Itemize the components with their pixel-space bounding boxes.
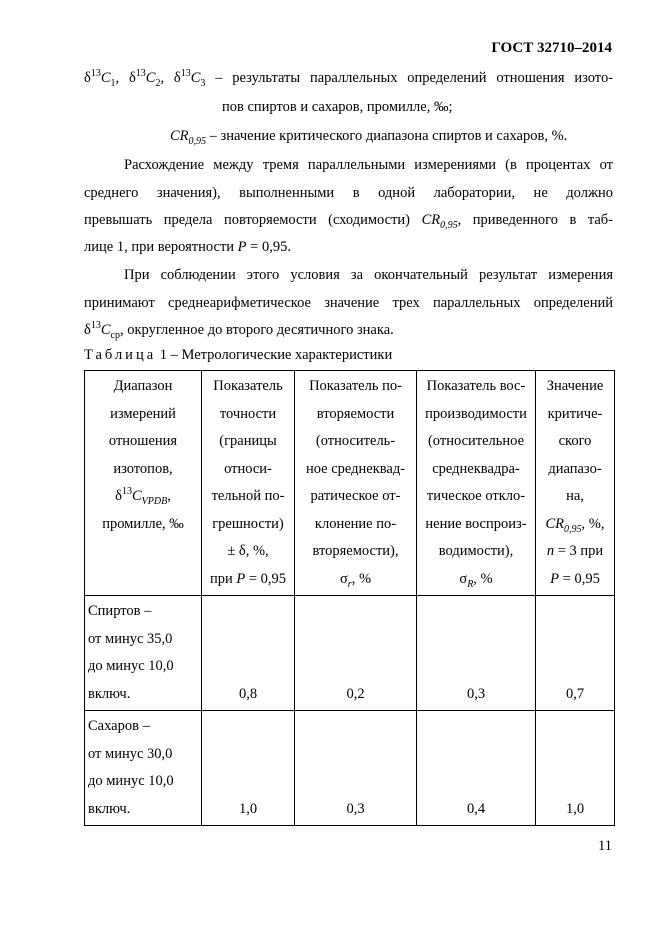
delta-c2-symbol: $\delta^{13}C_2$, <box>128 68 165 89</box>
delta-c-mean-symbol: $\delta^{13}C_{ср}$ <box>84 320 120 341</box>
table-caption <box>84 347 392 364</box>
table-cell-value: 0,2 <box>295 596 417 711</box>
delta-c3-symbol: $\delta^{13}C_3$ <box>173 68 206 89</box>
table-cell-value: 1,0 <box>536 711 615 826</box>
table-cell-value: 0,3 <box>417 596 536 711</box>
header-accuracy: Показатель точности (границы относи- тельной по- грешности) ± δ, %, при P = 0,95 <box>202 371 295 596</box>
header-repeatability: Показатель по- вторяемости (относитель- ное среднеквад- ратическое от- клонение по- вторяемости), $\sigma_r$, % <box>295 371 417 596</box>
table-caption-number: 1 <box>159 347 168 363</box>
table-cell-value: 1,0 <box>202 711 295 826</box>
metrological-characteristics-table <box>84 370 615 826</box>
table-caption-title: – Метрологические характеристики <box>170 347 393 363</box>
paragraph-1-line-4: лице 1, при вероятности P = 0,95. <box>84 239 291 255</box>
paragraph-2-line-1: При соблюдении этого условия за окончательный результат измерения <box>124 267 613 283</box>
header-critical-range: Значение критиче- ского диапазо- на, $CR_{0,95}$, %, n = 3 при P = 0,95 <box>536 371 615 596</box>
row-label-alcohols: Спиртов – от минус 35,0 до минус 10,0 включ. <box>85 596 202 711</box>
row-label-sugars: Сахаров – от минус 30,0 до минус 10,0 включ. <box>85 711 202 826</box>
paragraph-1-line-3: превышать предела повторяемости (сходимости) $CR_{0,95}$, приведенного в таб- <box>84 212 614 231</box>
paragraph-1-line-2: среднего значения), выполненными в одной лаборатории, не должно <box>84 185 613 201</box>
delta-c1-symbol: $\delta^{13}C_1$, <box>84 68 120 89</box>
legend-line-2: пов спиртов и сахаров, промилле, ‰; <box>222 99 453 115</box>
table-row <box>85 596 615 711</box>
table-row <box>85 711 615 826</box>
legend-cr-line: $CR_{0,95}$ – значение критического диапазона спиртов и сахаров, %. <box>170 128 568 147</box>
table-caption-label: Таблица <box>84 347 157 363</box>
table-header-row <box>85 371 615 596</box>
table-cell-value: 0,4 <box>417 711 536 826</box>
legend-line-1-text: – результаты параллельных определений отношения изото- <box>215 70 614 86</box>
delta-c-vpdb-symbol: $\delta^{13}C_{VPDB}$, <box>115 486 171 507</box>
header-reproducibility: Показатель вос- производимости (относительное среднеквадра- тическое откло- нение воспроиз- водимости), $\sigma_R$, % <box>417 371 536 596</box>
header-measurement-range: Диапазон измерений отношения изотопов, $\delta^{13}C_{VPDB}$, промилле, ‰ <box>85 371 202 596</box>
page-number: 11 <box>598 838 612 854</box>
paragraph-2-line-2: принимают среднеарифметическое значение трех параллельных определений <box>84 295 613 311</box>
table-cell-value: 0,7 <box>536 596 615 711</box>
document-code-header: ГОСТ 32710–2014 <box>491 40 612 56</box>
table-cell-value: 0,3 <box>295 711 417 826</box>
table-cell-value: 0,8 <box>202 596 295 711</box>
legend-line-1 <box>84 70 613 87</box>
paragraph-2-line-3: $\delta^{13}C_{ср}$, округленное до второго десятичного знака. <box>84 320 394 341</box>
paragraph-1-line-1: Расхождение между тремя параллельными измерениями (в процентах от <box>124 157 613 173</box>
